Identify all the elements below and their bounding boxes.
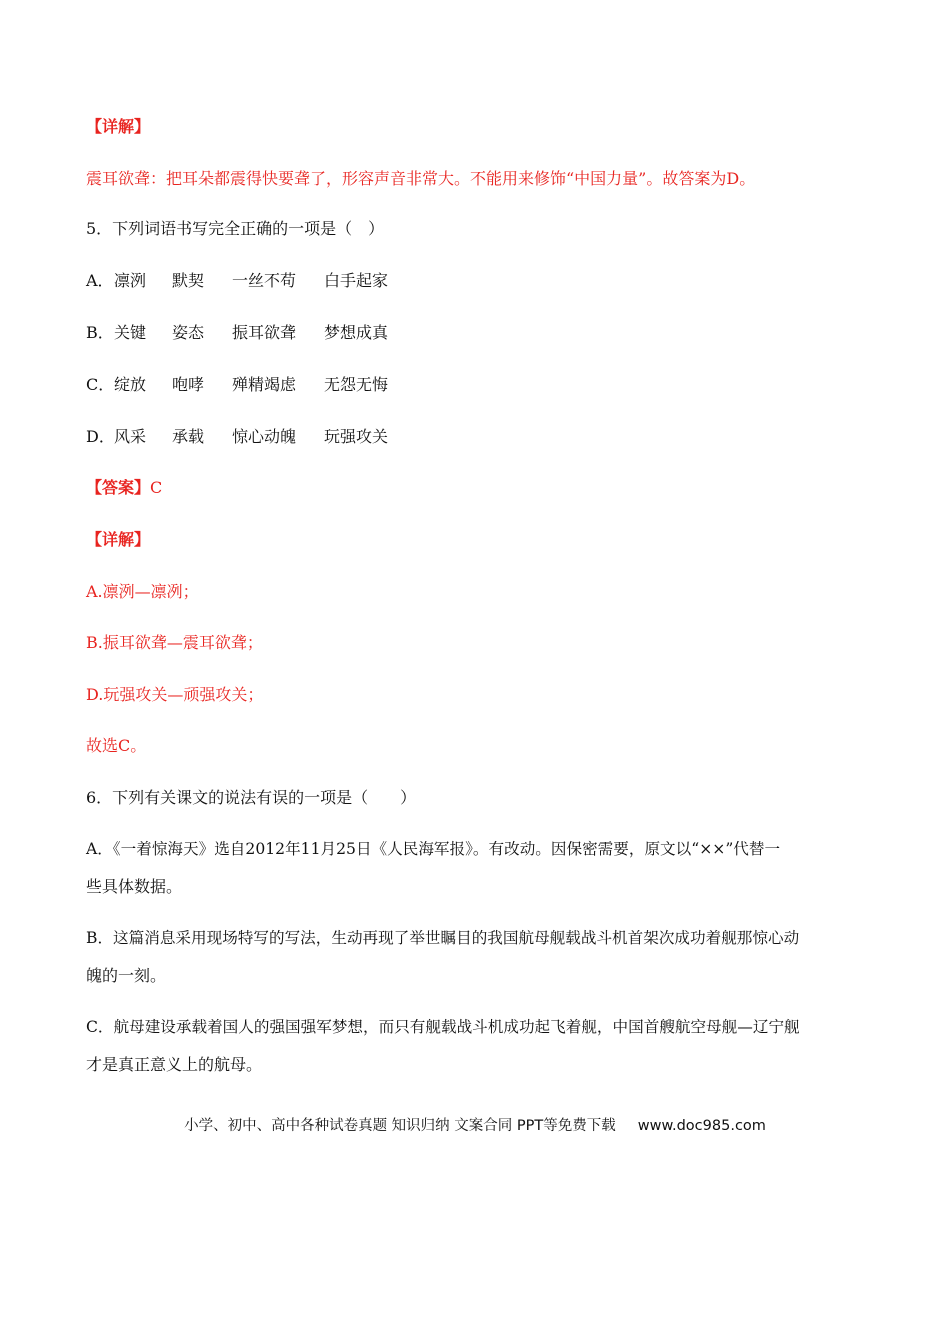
q5-detail-label: 【详解】 [86, 530, 151, 549]
q5-option-d: D． 风采 承载 惊心动魄 玩强攻关 [86, 427, 389, 446]
q6-option-c-line2: 才是真正意义上的航母。 [86, 1055, 263, 1074]
page-footer [0, 1116, 950, 1136]
q5-detail-line: A.凛洌—凛冽； [86, 582, 199, 601]
q6-option-c-line1: C．航母建设承载着国人的强国强军梦想，而只有舰载战斗机成功起飞着舰，中国首艘航空母舰—辽宁舰 [86, 1018, 800, 1036]
q5-detail-line: B.振耳欲聋—震耳欲聋； [86, 633, 263, 652]
q5-answer [86, 477, 162, 499]
detail-label: 【详解】 [86, 117, 151, 136]
q6-option-a-line2: 些具体数据。 [86, 877, 183, 896]
q6-option-a-line1: A．《一着惊海天》选自2012年11月25日《人民海军报》。有改动。因保密需要，原文以“××”代替一 [86, 840, 781, 858]
answer-label: 【答案】 [86, 478, 151, 497]
answer-value: C [150, 478, 163, 497]
question-5-stem: 5．下列词语书写完全正确的一项是（ ） [86, 219, 385, 238]
q5-option-a: A． 凛洌 默契 一丝不苟 白手起家 [86, 271, 389, 290]
footer-url[interactable]: www.doc985.com [637, 1118, 766, 1134]
q6-option-b-line2: 魄的一刻。 [86, 966, 167, 985]
explanation-text: 震耳欲聋：把耳朵都震得快要聋了，形容声音非常大。不能用来修饰“中国力量”。故答案为D。 [86, 169, 756, 188]
q5-option-b: B． 关键 姿态 振耳欲聋 梦想成真 [86, 323, 389, 342]
q5-detail-line: D.玩强攻关—顽强攻关； [86, 685, 264, 704]
q5-detail-line: 故选C。 [86, 736, 147, 755]
q6-option-b-line1: B．这篇消息采用现场特写的写法，生动再现了举世瞩目的我国航母舰载战斗机首架次成功着舰那惊心动 [86, 929, 800, 947]
footer-text: 小学、初中、高中各种试卷真题 知识归纳 文案合同 PPT等免费下载 [184, 1118, 616, 1134]
question-6-stem: 6．下列有关课文的说法有误的一项是（ ） [86, 788, 417, 807]
q5-option-c: C． 绽放 咆哮 殚精竭虑 无怨无悔 [86, 375, 389, 394]
